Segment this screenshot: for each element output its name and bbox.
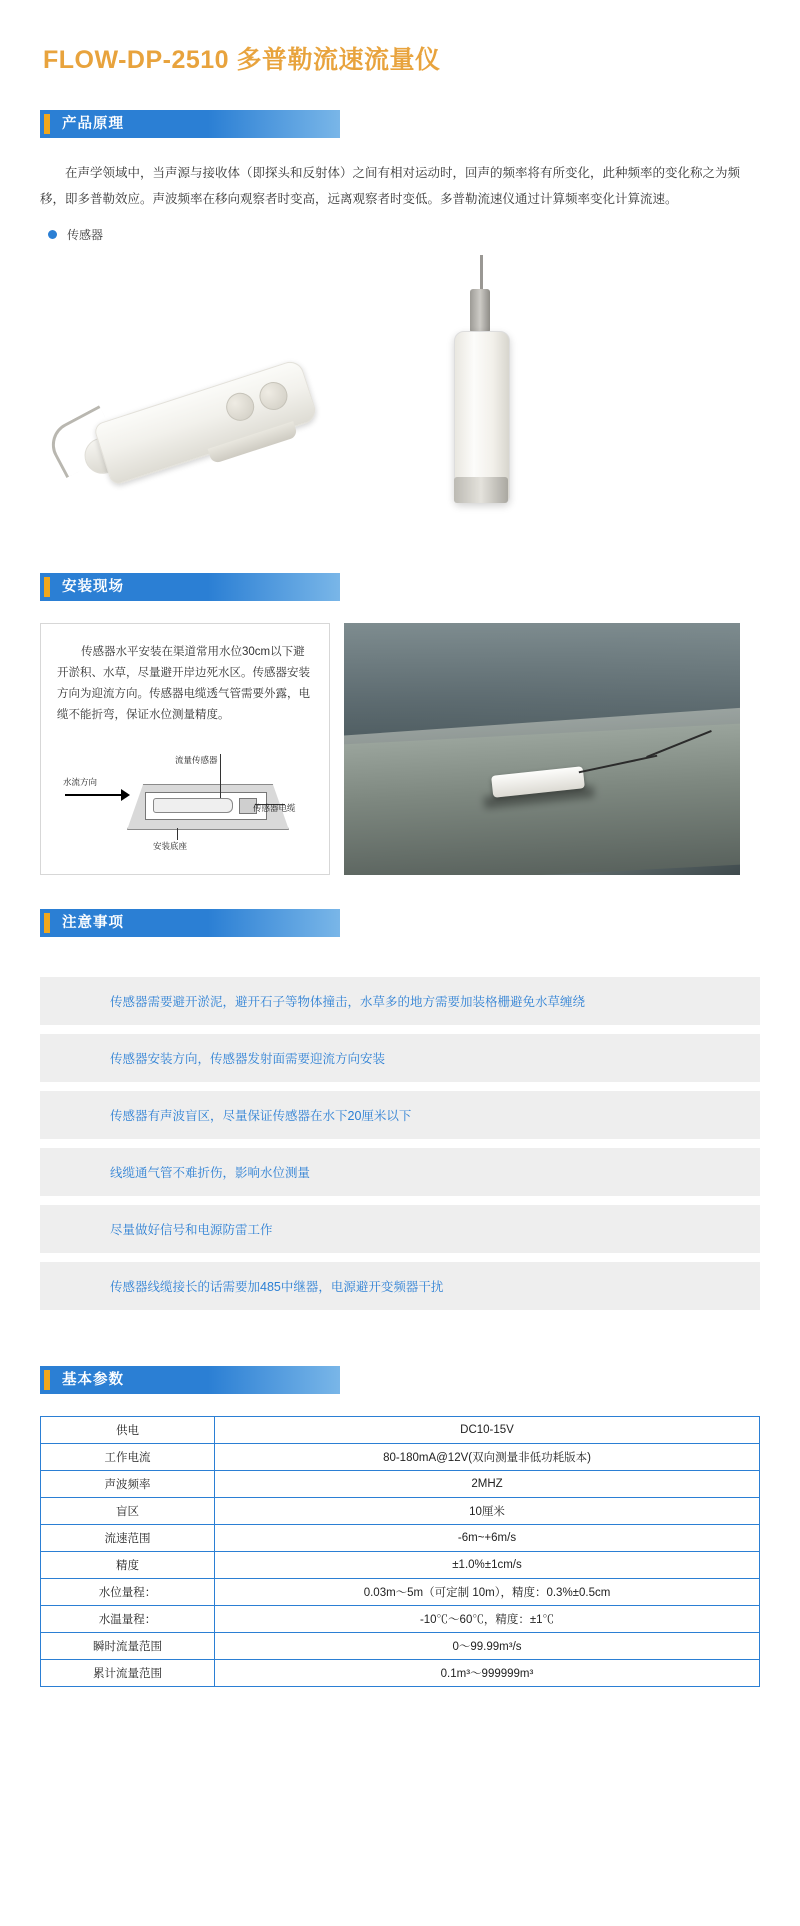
list-item [40, 1205, 760, 1253]
list-item [40, 1091, 760, 1139]
parameters-table [40, 1416, 760, 1687]
param-value: ±1.0%±1cm/s [215, 1552, 760, 1579]
sensor-body-shape [93, 358, 319, 486]
section-header-params [40, 1366, 340, 1394]
param-value: 0～99.99m³/s [215, 1633, 760, 1660]
section-title-principle: 产品原理 [62, 116, 124, 132]
label-flow-sensor: 流量传感器 [175, 755, 218, 765]
table-row [41, 1498, 760, 1525]
sensor-figure-group [40, 249, 760, 539]
principle-paragraph: 在声学领域中，当声源与接收体（即探头和反射体）之间有相对运动时，回声的频率将有所变化，此种频率的变化称之为频移，即多普勒效应。声波频率在移向观察者时变高，远离观察者时变低。多普勒流速仪通过计算频率变化计算流速。 [40, 166, 741, 206]
section-header-installation [40, 573, 340, 601]
notice-text: 传感器线缆接长的话需要加485中继器，电源避开变频器干扰 [110, 1280, 444, 1294]
label-flow-direction: 水流方向 [63, 777, 98, 787]
notice-text: 尽量做好信号和电源防雷工作 [110, 1223, 273, 1237]
notice-text: 传感器安装方向，传感器发射面需要迎流方向安装 [110, 1052, 386, 1066]
flow-arrow-line [65, 794, 123, 796]
notice-text: 线缆通气管不难折伤，影响水位测量 [110, 1166, 311, 1180]
probe-connector-shape [470, 289, 490, 333]
installation-diagram-card [40, 623, 330, 875]
param-value: DC10-15V [215, 1417, 760, 1444]
param-key: 工作电流 [41, 1444, 215, 1471]
section-header-principle [40, 110, 340, 138]
list-item [40, 1262, 760, 1310]
list-item [40, 1034, 760, 1082]
bullet-dot-icon [48, 230, 57, 239]
on-site-installation-photo [344, 623, 740, 875]
probe-cable-shape [480, 255, 483, 291]
param-key: 流速范围 [41, 1525, 215, 1552]
param-key: 累计流量范围 [41, 1660, 215, 1687]
notice-text: 传感器需要避开淤泥，避开石子等物体撞击，水草多的地方需要加装格栅避免水草缠绕 [110, 995, 586, 1009]
list-item [40, 1148, 760, 1196]
installation-diagram-text: 传感器水平安装在渠道常用水位30cm以下避开淤积、水草，尽量避开岸边死水区。传感器安装方向为迎流方向。传感器电缆透气管需要外露，电缆不能折弯，保证水位测量精度。 [57, 646, 310, 721]
param-key: 水温量程： [41, 1606, 215, 1633]
param-key: 水位量程： [41, 1579, 215, 1606]
bullet-sensor-label: 传感器 [67, 228, 104, 242]
param-key: 瞬时流量范围 [41, 1633, 215, 1660]
table-row [41, 1660, 760, 1687]
horizontal-flow-sensor-photo [66, 322, 353, 526]
section-title-installation: 安装现场 [62, 579, 124, 595]
vertical-probe-photo [440, 255, 530, 515]
page-title: FLOW-DP-2510 多普勒流速流量仪 [43, 46, 441, 74]
bottom-spacer [40, 1687, 760, 1757]
param-value: 10厘米 [215, 1498, 760, 1525]
param-key: 供电 [41, 1417, 215, 1444]
table-row [41, 1525, 760, 1552]
section-title-notice: 注意事项 [62, 915, 124, 931]
notice-list [40, 977, 760, 1310]
table-row [41, 1444, 760, 1471]
param-key: 盲区 [41, 1498, 215, 1525]
param-value: 80-180mA@12V(双向测量非低功耗版本) [215, 1444, 760, 1471]
table-row [41, 1579, 760, 1606]
flow-arrow-icon [121, 789, 130, 801]
param-value: -10℃～60℃，精度：±1℃ [215, 1606, 760, 1633]
section-header-notice [40, 909, 340, 937]
table-row [41, 1552, 760, 1579]
installation-row [40, 623, 760, 875]
param-value: 2MHZ [215, 1471, 760, 1498]
notice-text: 传感器有声波盲区，尽量保证传感器在水下20厘米以下 [110, 1109, 412, 1123]
list-item [40, 977, 760, 1025]
section-title-params: 基本参数 [62, 1372, 124, 1388]
bullet-sensor [40, 226, 760, 243]
label-sensor-cable: 传感器电缆 [253, 803, 296, 813]
diagram-sensor-shape [153, 798, 233, 813]
table-row [41, 1471, 760, 1498]
table-row [41, 1417, 760, 1444]
installation-diagram [57, 748, 313, 858]
param-key: 声波频率 [41, 1471, 215, 1498]
table-row [41, 1606, 760, 1633]
param-key: 精度 [41, 1552, 215, 1579]
param-value: -6m~+6m/s [215, 1525, 760, 1552]
label-mounting-base: 安装底座 [153, 841, 188, 851]
probe-base-shape [454, 477, 508, 503]
param-value: 0.03m～5m（可定制 10m），精度：0.3%±0.5cm [215, 1579, 760, 1606]
param-value: 0.1m³～999999m³ [215, 1660, 760, 1687]
diagram-base-leader-line [177, 828, 178, 840]
diagram-sensor-leader-line [220, 754, 221, 798]
table-row [41, 1633, 760, 1660]
